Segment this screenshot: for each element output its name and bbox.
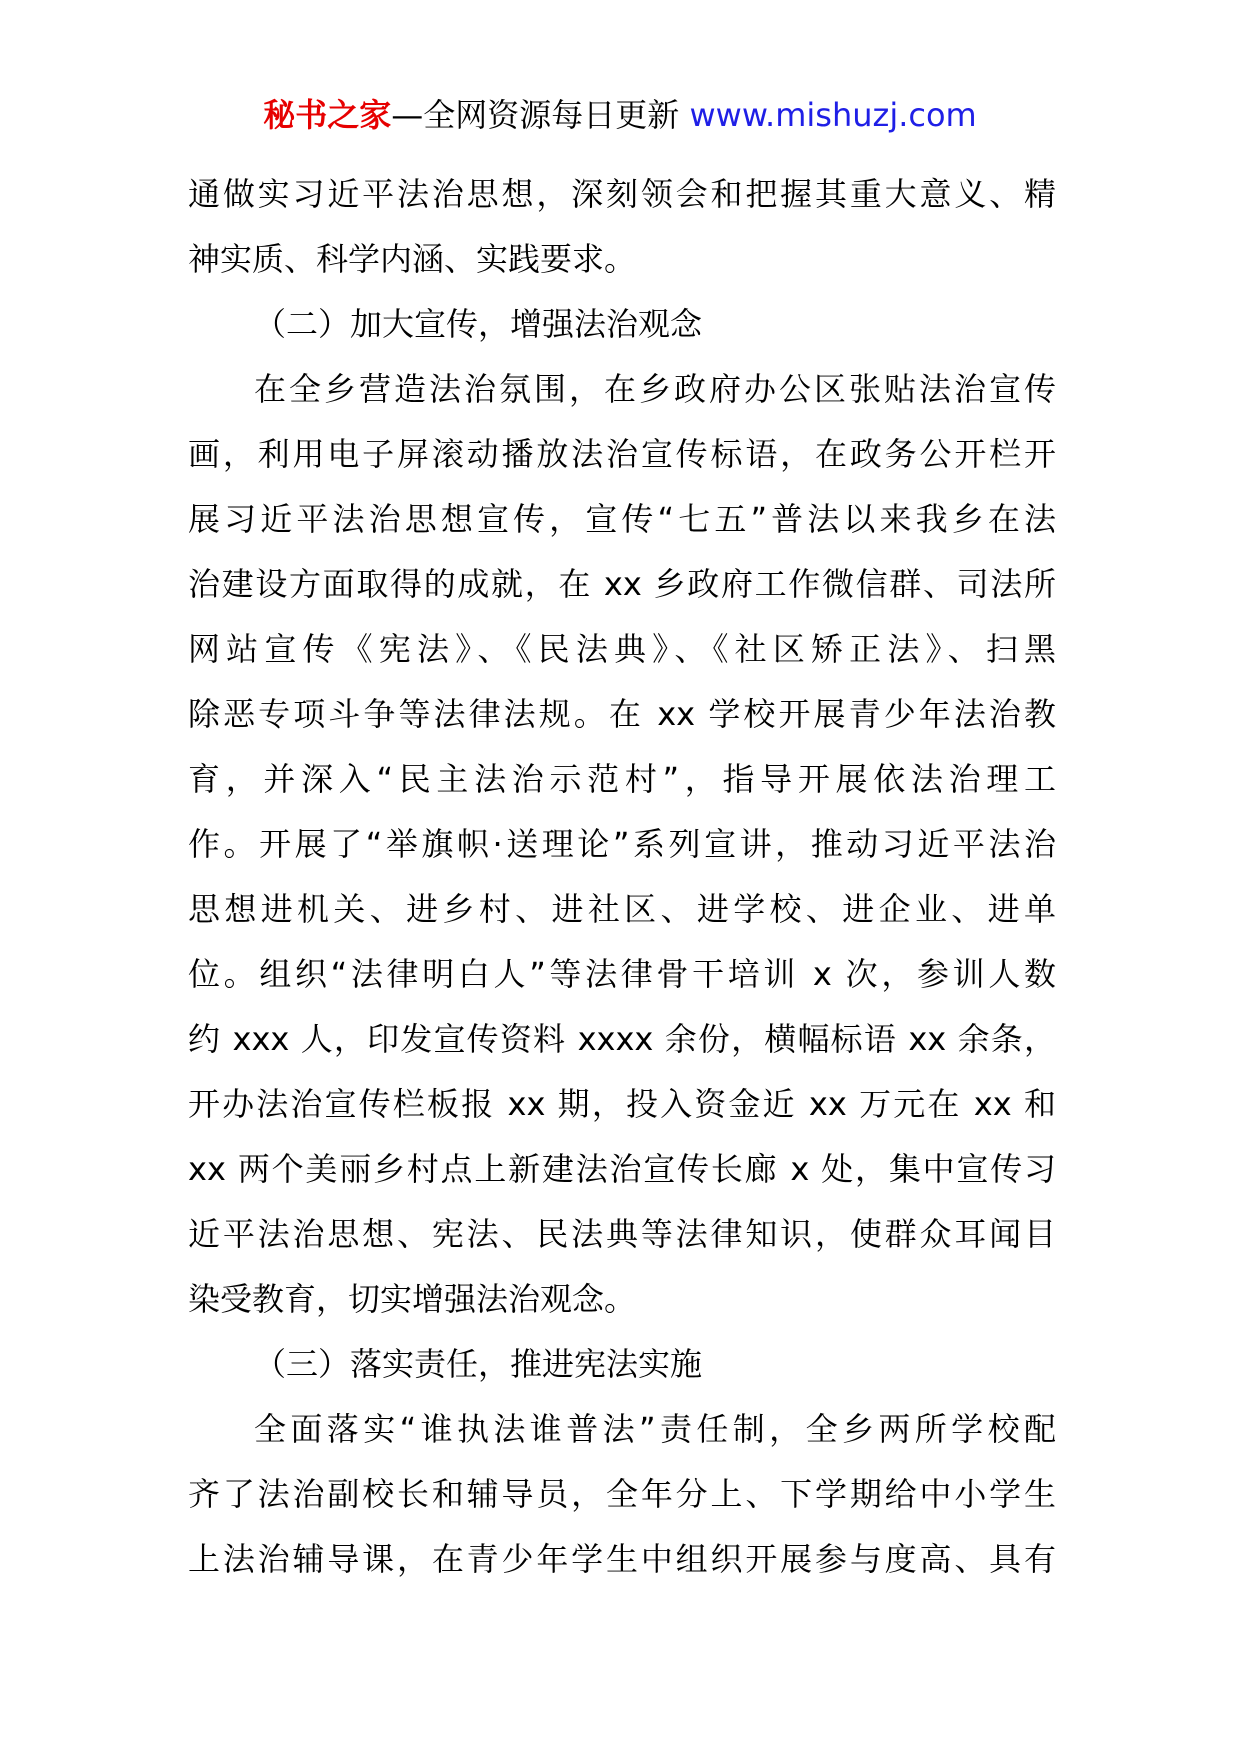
paragraph-line: 染受教育，切实增强法治观念。 [188,1280,637,1318]
site-brand: 秘书之家 [263,96,392,134]
paragraph-line: 神实质、科学内涵、实践要求。 [188,240,637,278]
paragraph-line: 齐了法治副校长和辅导员，全年分上、下学期给中小学生 [188,1475,1056,1513]
paragraph-line: xx 两个美丽乡村点上新建法治宣传长廊 x 处，集中宣传习 [188,1150,1056,1188]
paragraph-line: 作。开展了“举旗帜·送理论”系列宣讲，推动习近平法治 [188,825,1056,863]
paragraph-line: 位。组织“法律明白人”等法律骨干培训 x 次，参训人数 [188,955,1056,993]
document-body [188,162,1056,1592]
paragraph-line: 上法治辅导课，在青少年学生中组织开展参与度高、具有 [188,1540,1056,1578]
paragraph-line: 画，利用电子屏滚动播放法治宣传标语，在政务公开栏开 [188,435,1056,473]
section-heading: （二）加大宣传，增强法治观念 [254,305,703,343]
paragraph-line: 开办法治宣传栏板报 xx 期，投入资金近 xx 万元在 xx 和 [188,1085,1056,1123]
site-tagline: —全网资源每日更新 [391,96,690,134]
paragraph-line: 思想进机关、进乡村、进社区、进学校、进企业、进单 [188,890,1056,928]
section-heading: （三）落实责任，推进宪法实施 [254,1345,703,1383]
paragraph-line: 全面落实“谁执法谁普法”责任制，全乡两所学校配 [254,1410,1056,1448]
paragraph-line: 通做实习近平法治思想，深刻领会和把握其重大意义、精 [188,175,1056,213]
paragraph-line: 除恶专项斗争等法律法规。在 xx 学校开展青少年法治教 [188,695,1056,733]
site-url-link[interactable]: www.mishuzj.com [689,96,977,134]
paragraph-line: 网站宣传《宪法》、《民法典》、《社区矫正法》、扫黑 [188,630,1056,668]
paragraph-line: 治建设方面取得的成就，在 xx 乡政府工作微信群、司法所 [188,565,1056,603]
site-header [0,95,1240,135]
paragraph-line: 在全乡营造法治氛围，在乡政府办公区张贴法治宣传 [254,370,1056,408]
paragraph-line: 近平法治思想、宪法、民法典等法律知识，使群众耳闻目 [188,1215,1056,1253]
paragraph-line: 展习近平法治思想宣传，宣传“七五”普法以来我乡在法 [188,500,1056,538]
paragraph-line: 育，并深入“民主法治示范村”，指导开展依法治理工 [188,760,1056,798]
paragraph-line: 约 xxx 人，印发宣传资料 xxxx 余份，横幅标语 xx 余条， [188,1020,1056,1058]
